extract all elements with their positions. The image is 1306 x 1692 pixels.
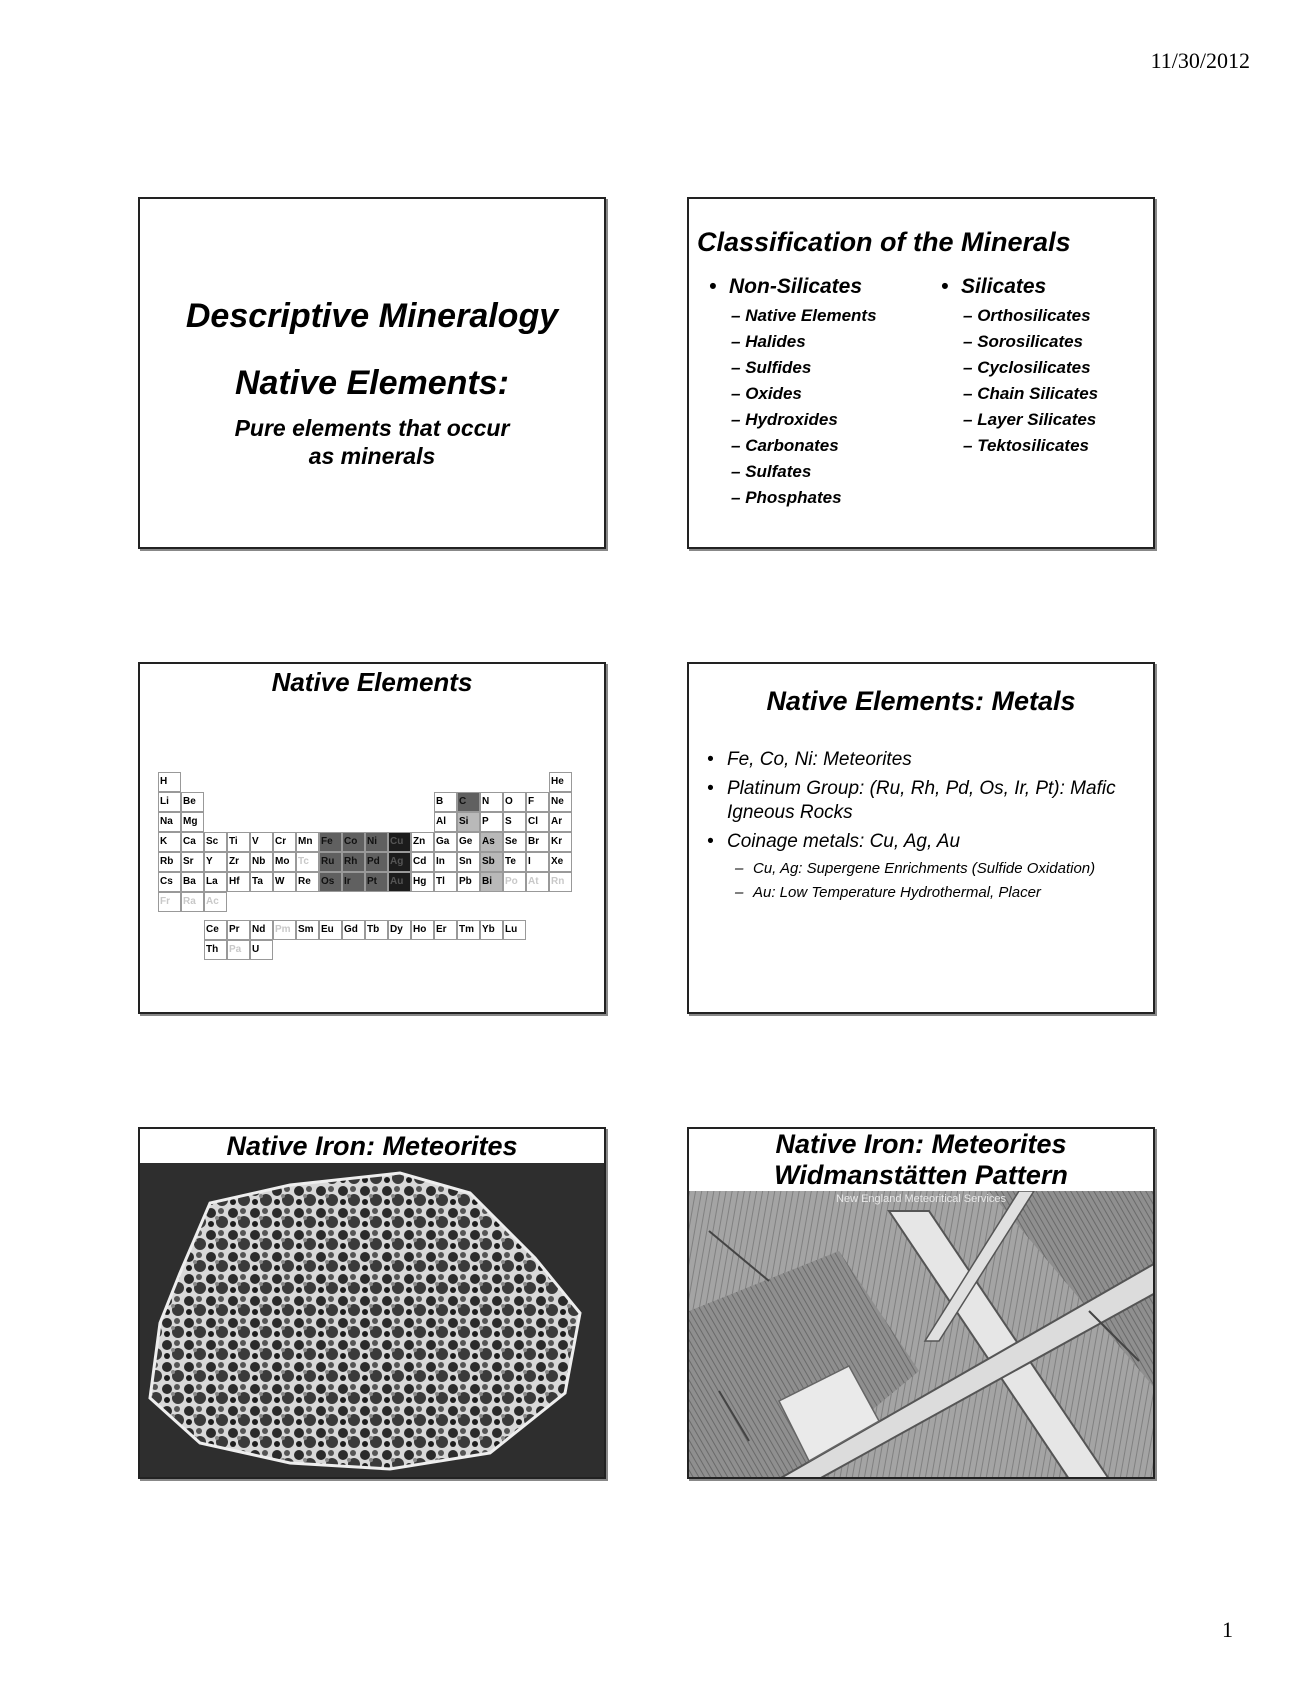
list-item: – Sulfides [731, 358, 812, 377]
slide1-subtitle: Native Elements: [235, 364, 509, 402]
slide-widmanstatten [687, 1127, 1155, 1479]
element-cell: Tm [457, 920, 480, 940]
metals-list [707, 748, 1137, 907]
element-cell: Mn [296, 832, 319, 852]
list-item: – Orthosilicates [963, 306, 1091, 325]
element-cell: Cd [411, 852, 434, 872]
element-cell: Se [503, 832, 526, 852]
element-cell: F [526, 792, 549, 812]
element-cell: Dy [388, 920, 411, 940]
slide6-title-line1: Native Iron: Meteorites [775, 1129, 1067, 1159]
element-cell: H [158, 772, 181, 792]
element-cell: N [480, 792, 503, 812]
element-cell: Nd [250, 920, 273, 940]
element-cell: K [158, 832, 181, 852]
element-cell: B [434, 792, 457, 812]
element-cell: Y [204, 852, 227, 872]
list-subitem: – Au: Low Temperature Hydrothermal, Placer [707, 883, 1137, 902]
element-cell: Ar [549, 812, 572, 832]
list-item: – Carbonates [731, 436, 839, 455]
element-cell: C [457, 792, 480, 812]
meteorite-photo [140, 1163, 604, 1479]
element-cell: La [204, 872, 227, 892]
column-heading-label: Silicates [961, 275, 1047, 298]
element-cell: Re [296, 872, 319, 892]
element-cell: Sn [457, 852, 480, 872]
element-cell: Ra [181, 892, 204, 912]
element-cell: Rh [342, 852, 365, 872]
element-cell: Cu [388, 832, 411, 852]
page-number: 1 [1222, 1617, 1233, 1642]
element-cell: Sb [480, 852, 503, 872]
list-item: – Chain Silicates [963, 384, 1099, 403]
list-item: • Coinage metals: Cu, Ag, Au [707, 830, 1137, 854]
element-cell: Hg [411, 872, 434, 892]
element-cell: Os [319, 872, 342, 892]
element-cell: Si [457, 812, 480, 832]
element-cell: Yb [480, 920, 503, 940]
slide1-description [140, 414, 604, 470]
list-item: – Cyclosilicates [963, 358, 1091, 377]
widmanstatten-image [689, 1191, 1153, 1479]
element-cell: Ba [181, 872, 204, 892]
element-cell: Cl [526, 812, 549, 832]
element-cell: Ne [549, 792, 572, 812]
column-heading: • Non-Silicates [709, 275, 863, 298]
page-date: 11/30/2012 [1150, 48, 1250, 73]
element-cell: Ga [434, 832, 457, 852]
element-cell: At [526, 872, 549, 892]
element-cell: Fe [319, 832, 342, 852]
list-item: – Phosphates [731, 488, 842, 507]
slide6-title [689, 1129, 1153, 1191]
element-cell: Pt [365, 872, 388, 892]
element-cell: Ru [319, 852, 342, 872]
element-cell: Gd [342, 920, 365, 940]
element-cell: Lu [503, 920, 526, 940]
slide1-desc-line2: as minerals [308, 443, 436, 469]
element-cell: Ce [204, 920, 227, 940]
slide-title [138, 197, 606, 549]
element-cell: In [434, 852, 457, 872]
element-cell: Ge [457, 832, 480, 852]
element-cell: Ac [204, 892, 227, 912]
list-item: – Layer Silicates [963, 410, 1097, 429]
element-cell: Rn [549, 872, 572, 892]
element-cell: Th [204, 940, 227, 960]
element-cell: Be [181, 792, 204, 812]
list-item: • Fe, Co, Ni: Meteorites [707, 748, 1137, 772]
element-cell: Nb [250, 852, 273, 872]
periodic-table [158, 772, 590, 972]
element-cell: Xe [549, 852, 572, 872]
slide-native-metals [687, 662, 1155, 1014]
element-cell: Ag [388, 852, 411, 872]
silicates-column [941, 275, 1098, 459]
element-cell: V [250, 832, 273, 852]
element-cell: Ir [342, 872, 365, 892]
element-cell: Ni [365, 832, 388, 852]
list-item: – Sorosilicates [963, 332, 1084, 351]
list-item: • Platinum Group: (Ru, Rh, Pd, Os, Ir, Pt): Mafic Igneous Rocks [707, 777, 1137, 825]
element-cell: Co [342, 832, 365, 852]
list-item: – Halides [731, 332, 806, 351]
element-cell: Pm [273, 920, 296, 940]
slide-native-iron [138, 1127, 606, 1479]
slide5-title: Native Iron: Meteorites [140, 1129, 604, 1163]
element-cell: U [250, 940, 273, 960]
list-item: – Tektosilicates [963, 436, 1089, 455]
element-cell: Tb [365, 920, 388, 940]
element-cell: Zr [227, 852, 250, 872]
list-item: – Oxides [731, 384, 802, 403]
element-cell: Tc [296, 852, 319, 872]
element-cell: Fr [158, 892, 181, 912]
element-cell: Ta [250, 872, 273, 892]
element-cell: Er [434, 920, 457, 940]
element-cell: Cr [273, 832, 296, 852]
element-cell: Te [503, 852, 526, 872]
list-item: – Hydroxides [731, 410, 838, 429]
element-cell: Cs [158, 872, 181, 892]
list-item: – Sulfates [731, 462, 812, 481]
widmanstatten-photo [689, 1191, 1153, 1479]
column-heading-label: Non-Silicates [729, 275, 863, 298]
meteorite-image [140, 1163, 604, 1479]
element-cell: S [503, 812, 526, 832]
element-cell: Ti [227, 832, 250, 852]
element-cell: Sm [296, 920, 319, 940]
element-cell: Bi [480, 872, 503, 892]
list-subitem: – Cu, Ag: Supergene Enrichments (Sulfide Oxidation) [707, 859, 1137, 878]
non-silicates-column [709, 275, 877, 511]
element-cell: Tl [434, 872, 457, 892]
element-cell: Eu [319, 920, 342, 940]
element-cell: Rb [158, 852, 181, 872]
slide-native-elements [138, 662, 606, 1014]
element-cell: Br [526, 832, 549, 852]
element-cell: Hf [227, 872, 250, 892]
element-cell: O [503, 792, 526, 812]
element-cell: Mg [181, 812, 204, 832]
element-cell: Mo [273, 852, 296, 872]
element-cell: Po [503, 872, 526, 892]
element-cell: Pa [227, 940, 250, 960]
slide1-title: Descriptive Mineralogy [185, 297, 559, 335]
element-cell: As [480, 832, 503, 852]
element-cell: Kr [549, 832, 572, 852]
element-cell: Pd [365, 852, 388, 872]
element-cell: Ca [181, 832, 204, 852]
slide-classification [687, 197, 1155, 549]
element-cell: Li [158, 792, 181, 812]
slide2-title: Classification of the Minerals [697, 227, 1071, 257]
element-cell: Zn [411, 832, 434, 852]
image-caption: New England Meteoritical Services [836, 1193, 1006, 1205]
element-cell: Sr [181, 852, 204, 872]
slide3-title: Native Elements [271, 667, 473, 697]
element-cell: Na [158, 812, 181, 832]
slide6-title-line2: Widmanstätten Pattern [774, 1160, 1068, 1190]
element-cell: Al [434, 812, 457, 832]
list-item: – Native Elements [731, 306, 877, 325]
element-cell: Au [388, 872, 411, 892]
slide4-title: Native Elements: Metals [766, 686, 1076, 716]
element-cell: Ho [411, 920, 434, 940]
element-cell: W [273, 872, 296, 892]
element-cell: Pb [457, 872, 480, 892]
element-cell: Sc [204, 832, 227, 852]
element-cell: Pr [227, 920, 250, 940]
slide1-desc-line1: Pure elements that occur [234, 415, 510, 441]
column-heading: • Silicates [941, 275, 1047, 298]
element-cell: P [480, 812, 503, 832]
element-cell: I [526, 852, 549, 872]
element-cell: He [549, 772, 572, 792]
